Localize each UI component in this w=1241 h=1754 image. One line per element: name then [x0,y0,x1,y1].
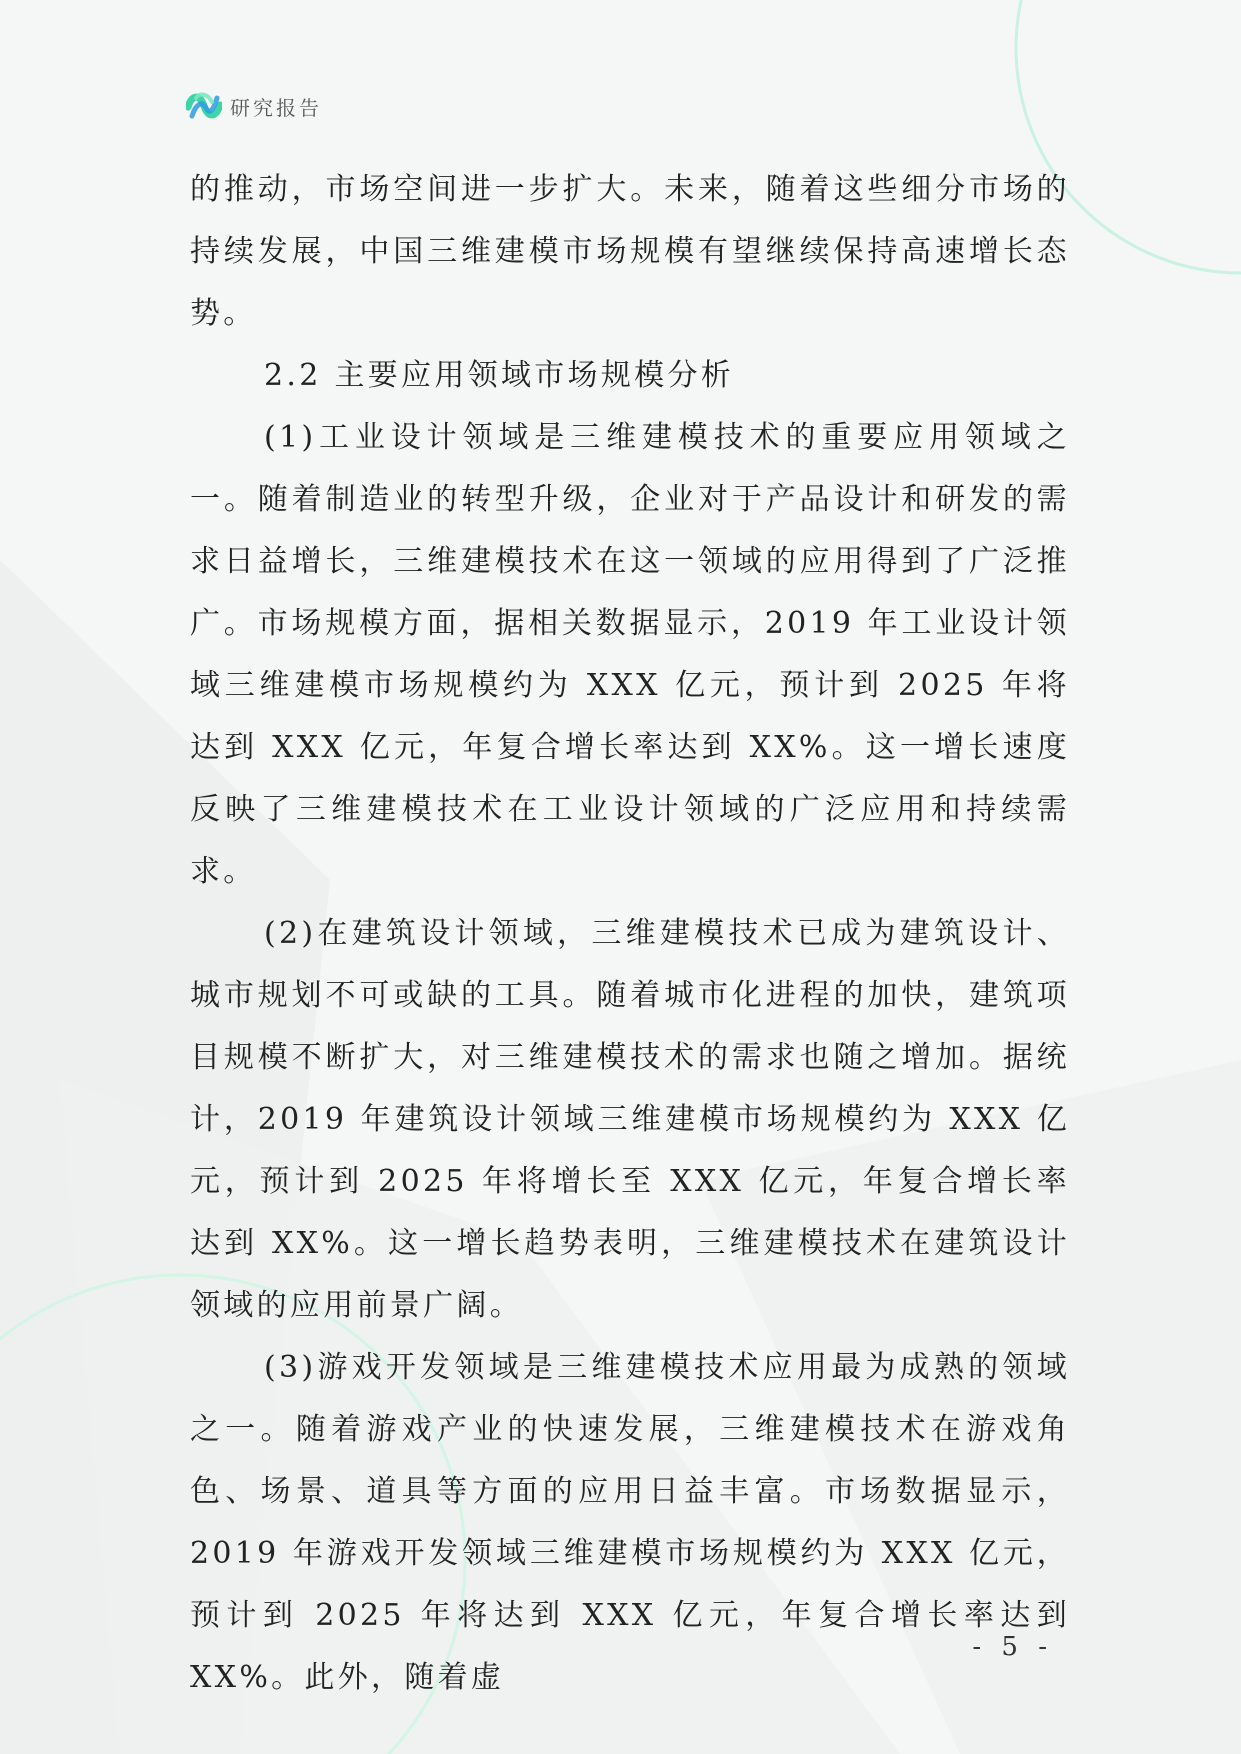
logo-icon [186,90,222,122]
document-body [190,159,1070,1709]
header-title: 研究报告 [230,95,322,120]
paragraph-industrial-design: (1)工业设计领域是三维建模技术的重要应用领域之一。随着制造业的转型升级，企业对于产品设计和研发的需求日益增长，三维建模技术在这一领域的应用得到了广泛推广。市场规模方面，据相关数据显示，2019 年工业设计领域三维建模市场规模约为 XXX 亿元，预计到 2025 年将达到 XXX 亿元，年复合增长率达到 XX%。这一增长速度反映了三维建模技术在工业设计领域的广泛应用和持续需求。 [190,420,1070,889]
report-header [186,86,322,126]
paragraph-architectural-design: (2)在建筑设计领域，三维建模技术已成为建筑设计、城市规划不可或缺的工具。随着城市化进程的加快，建筑项目规模不断扩大，对三维建模技术的需求也随之增加。据统计，2019 年建筑设计领域三维建模市场规模约为 XXX 亿元，预计到 2025 年将增长至 XXX 亿元，年复合增长率达到 XX%。这一增长趋势表明，三维建模技术在建筑设计领域的应用前景广阔。 [190,916,1070,1323]
section-heading: 2.2 主要应用领域市场规模分析 [264,358,735,393]
page-number: - 5 - [972,1632,1053,1662]
paragraph-game-development: (3)游戏开发领域是三维建模技术应用最为成熟的领域之一。随着游戏产业的快速发展，三维建模技术在游戏角色、场景、道具等方面的应用日益丰富。市场数据显示，2019 年游戏开发领域三维建模市场规模约为 XXX 亿元，预计到 2025 年将达到 XXX 亿元，年复合增长率达到 XX%。此外，随着虚 [190,1350,1070,1695]
intro-continuation: 的推动，市场空间进一步扩大。未来，随着这些细分市场的持续发展，中国三维建模市场规模有望继续保持高速增长态势。 [190,172,1070,331]
